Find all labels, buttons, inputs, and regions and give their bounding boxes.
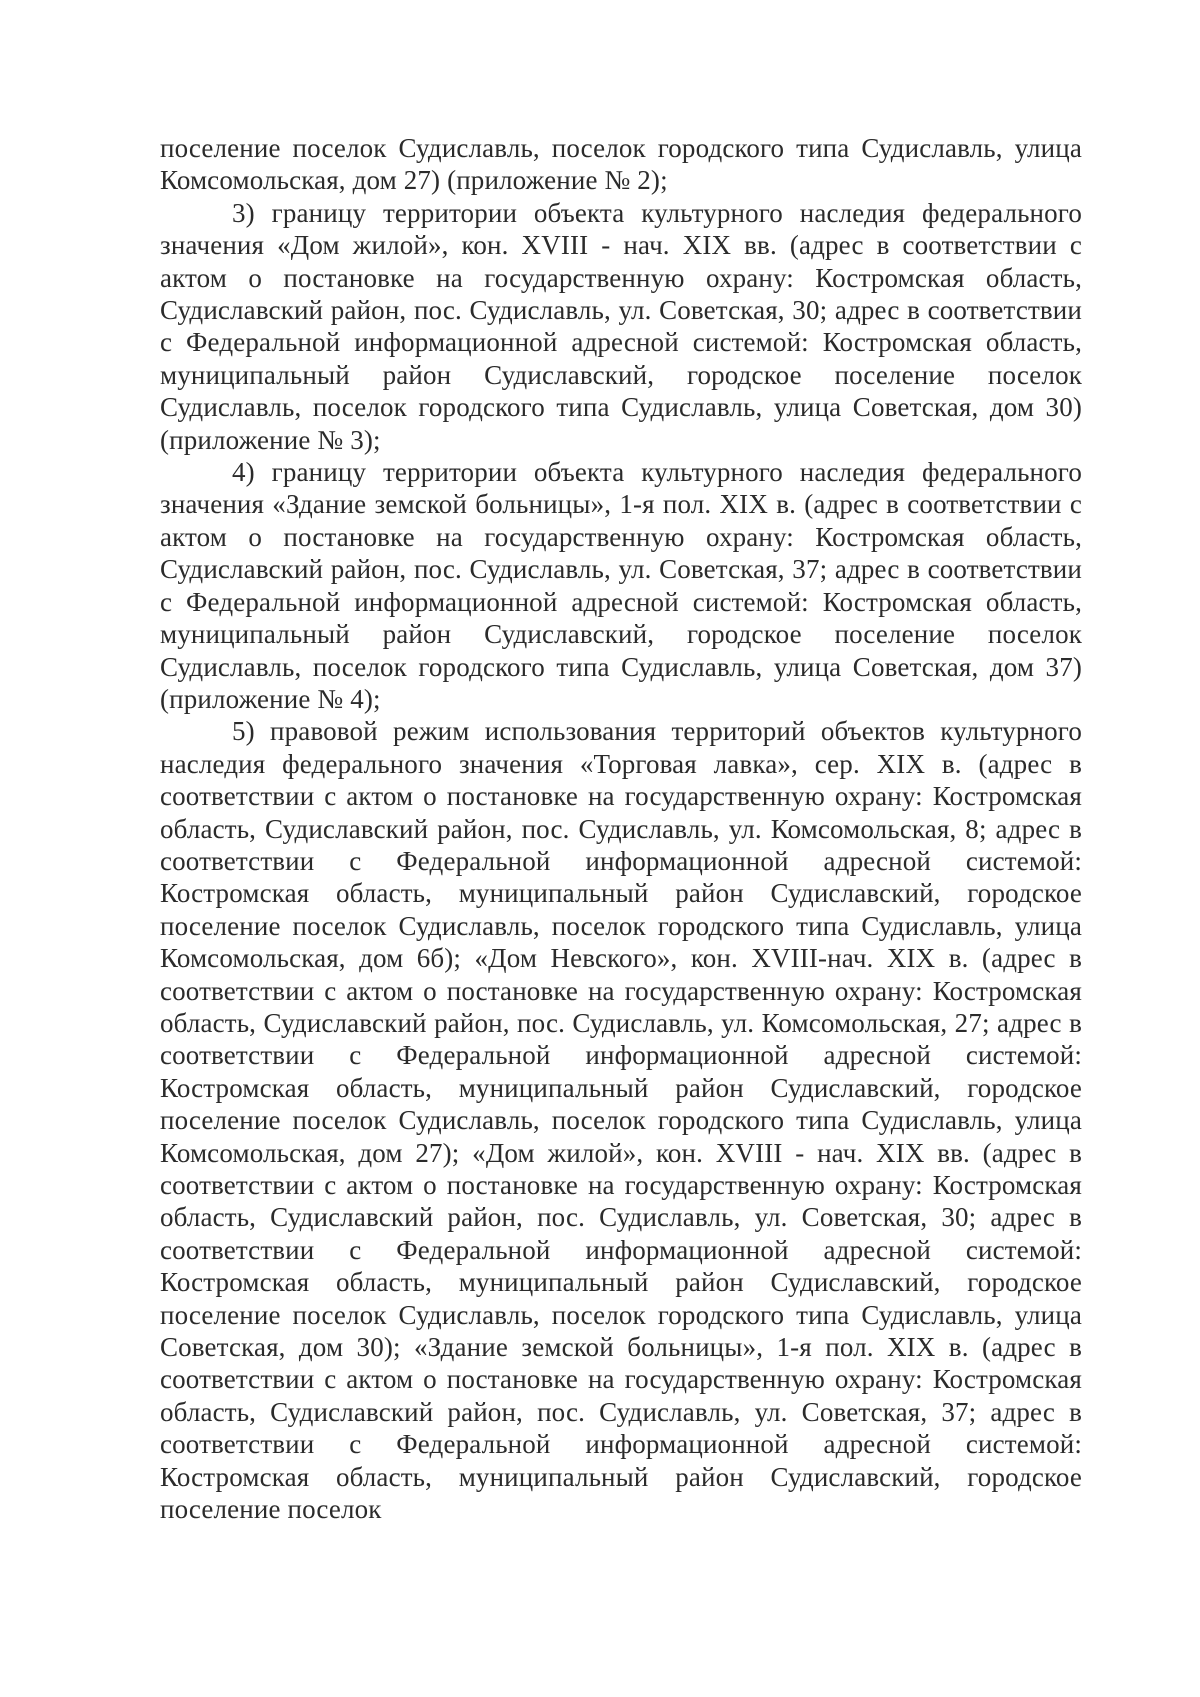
document-body: [160, 132, 1082, 1525]
paragraph-item-3: 3) границу территории объекта культурного наследия федерального значения «Дом жилой», кон. XVIII - нач. XIX вв. (адрес в соответствии с актом о постановке на государственную охрану: Костромская область, Судиславский район, пос. Судиславль, ул. Советская, 30; адрес в соответствии с Федеральной информационной адресной системой: Костромская область, муниципальный район Судиславский, городское поселение поселок Судиславль, поселок городского типа Судиславль, улица Советская, дом 30) (приложение № 3);: [160, 197, 1082, 455]
paragraph-item-5: 5) правовой режим использования территорий объектов культурного наследия федерального значения «Торговая лавка», сер. XIX в. (адрес в соответствии с актом о постановке на государственную охрану: Костромская область, Судиславский район, пос. Судиславль, ул. Комсомольская, 8; адрес в соответствии с Федеральной информационной адресной системой: Костромская область, муниципальный район Судиславский, городское поселение поселок Судиславль, поселок городского типа Судиславль, улица Комсомольская, дом 6б); «Дом Невского», кон. XVIII-нач. XIX в. (адрес в соответствии с актом о постановке на государственную охрану: Костромская область, Судиславский район, пос. Судиславль, ул. Комсомольская, 27; адрес в соответствии с Федеральной информационной адресной системой: Костромская область, муниципальный район Судиславский, городское поселение поселок Судиславль, поселок городского типа Судиславль, улица Комсомольская, дом 27); «Дом жилой», кон. XVIII - нач. XIX вв. (адрес в соответствии с актом о постановке на государственную охрану: Костромская область, Судиславский район, пос. Судиславль, ул. Советская, 30; адрес в соответствии с Федеральной информационной адресной системой: Костромская область, муниципальный район Судиславский, городское поселение поселок Судиславль, поселок городского типа Судиславль, улица Советская, дом 30); «Здание земской больницы», 1-я пол. XIX в. (адрес в соответствии с актом о постановке на государственную охрану: Костромская область, Судиславский район, пос. Судиславль, ул. Советская, 37; адрес в соответствии с Федеральной информационной адресной системой: Костромская область, муниципальный район Судиславский, городское поселение поселок: [160, 716, 1082, 1525]
paragraph-continuation: поселение поселок Судиславль, поселок городского типа Судиславль, улица Комсомольская, дом 27) (приложение № 2);: [160, 133, 1082, 196]
paragraph-item-4: 4) границу территории объекта культурного наследия федерального значения «Здание земской больницы», 1-я пол. XIX в. (адрес в соответствии с актом о постановке на государственную охрану: Костромская область, Судиславский район, пос. Судиславль, ул. Советская, 37; адрес в соответствии с Федеральной информационной адресной системой: Костромская область, муниципальный район Судиславский, городское поселение поселок Судиславль, поселок городского типа Судиславль, улица Советская, дом 37) (приложение № 4);: [160, 457, 1082, 714]
